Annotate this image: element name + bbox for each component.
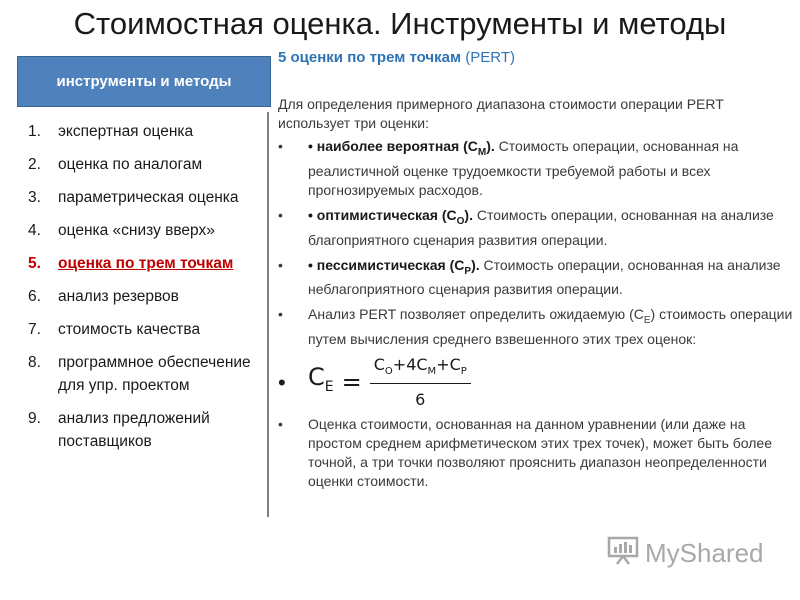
list-item [28, 219, 260, 242]
list-number: 6. [28, 288, 41, 305]
list-label: стоимость качества [58, 321, 201, 338]
list-label: программное обеспечение для упр. проектом [58, 354, 251, 394]
pert-heading-bold: 5 оценки по трем точкам [278, 49, 462, 66]
likely-term: • наиболее вероятная $(C_M)$. [308, 138, 495, 158]
pert-heading [278, 48, 793, 67]
list-number: 3. [28, 189, 41, 206]
list-item [28, 318, 260, 341]
list-item [28, 407, 260, 453]
bullet-icon: • [278, 369, 286, 395]
list-number: 1. [28, 123, 41, 140]
list-number: 8. [28, 354, 41, 371]
bullet-icon: • [278, 256, 283, 273]
list-item [28, 186, 260, 209]
tools-box-label: инструменты и методы [56, 73, 232, 90]
list-item [28, 285, 260, 308]
list-number: 4. [28, 222, 41, 239]
bullet-icon: • [278, 416, 283, 433]
pert-content [278, 48, 793, 497]
watermark-text: MyShared [645, 537, 764, 568]
pessimistic-term: • пессимистическая $(C_P)$. [308, 256, 480, 277]
bullet-likely [278, 137, 793, 200]
column-divider [267, 112, 269, 517]
pert-conclusion-list [278, 415, 793, 491]
list-label: анализ резервов [58, 288, 179, 305]
bullet-icon: • [278, 138, 283, 154]
list-label: анализ предложений поставщиков [58, 410, 210, 450]
list-label: оценка «снизу вверх» [58, 222, 215, 239]
pert-formula [308, 355, 471, 409]
bullet-conclusion [278, 415, 793, 491]
bullet-optimistic [278, 206, 793, 250]
list-label: оценка по аналогам [58, 156, 203, 173]
conclusion-text: Оценка стоимости, основанная на данном уравнении (или даже на простом среднем арифметическом этих трех точек), может быть более точной, а три точки позволяют прояснить диапазон неопределенности оценки стоимости. [308, 416, 772, 490]
list-item [28, 351, 260, 397]
analysis-text: Анализ PERT позволяет определить ожидаемую $(C_E)$ стоимость операции путем вычисления среднего взвешенного этих трех оценок: [308, 306, 793, 348]
list-number: 2. [28, 156, 41, 173]
list-item [28, 153, 260, 176]
list-item-active[interactable] [28, 252, 260, 275]
active-method-link[interactable]: оценка по трем точкам [58, 255, 234, 272]
list-item [28, 120, 260, 143]
presentation-board-icon [607, 534, 639, 573]
pert-bullets [278, 137, 793, 349]
bullet-pessimistic [278, 256, 793, 300]
bullet-icon: • [278, 206, 283, 223]
myshared-watermark [607, 535, 764, 571]
methods-list [28, 120, 260, 463]
bullet-icon: • [278, 306, 283, 323]
pessimistic-desc: Стоимость операции, основанная на анализе неблагоприятного сценария развития операции. [308, 256, 781, 298]
formula-equals: = [341, 367, 362, 396]
tools-methods-box [17, 56, 271, 107]
formula-row [278, 355, 793, 409]
bullet-analysis [278, 305, 793, 349]
pert-heading-rest: (PERT) [461, 49, 515, 66]
list-number: 5. [28, 255, 41, 272]
list-label: экспертная оценка [58, 123, 194, 140]
formula-denominator: 6 [415, 390, 426, 410]
list-label: параметрическая оценка [58, 189, 239, 206]
slide-title: Стоимостная оценка. Инструменты и методы [73, 6, 727, 41]
likely-desc: Стоимость операции, основанная на реалистичной оценке трудоемкости требуемой работы и всех прогнозируемых расходов. [308, 138, 739, 198]
list-number: 7. [28, 321, 41, 338]
formula-fraction [370, 355, 471, 409]
optimistic-term: • оптимистическая $(C_O)$. [308, 206, 473, 227]
formula-numerator: $C_O+4C_M+C_P$ [370, 355, 471, 384]
optimistic-desc: Стоимость операции, основанная на анализе благоприятного сценария развития операции. [308, 206, 774, 248]
pert-intro: Для определения примерного диапазона стоимости операции PERT использует три оценки: [278, 96, 724, 131]
formula-lhs: $C_E$ [308, 362, 334, 395]
list-number: 9. [28, 410, 41, 427]
